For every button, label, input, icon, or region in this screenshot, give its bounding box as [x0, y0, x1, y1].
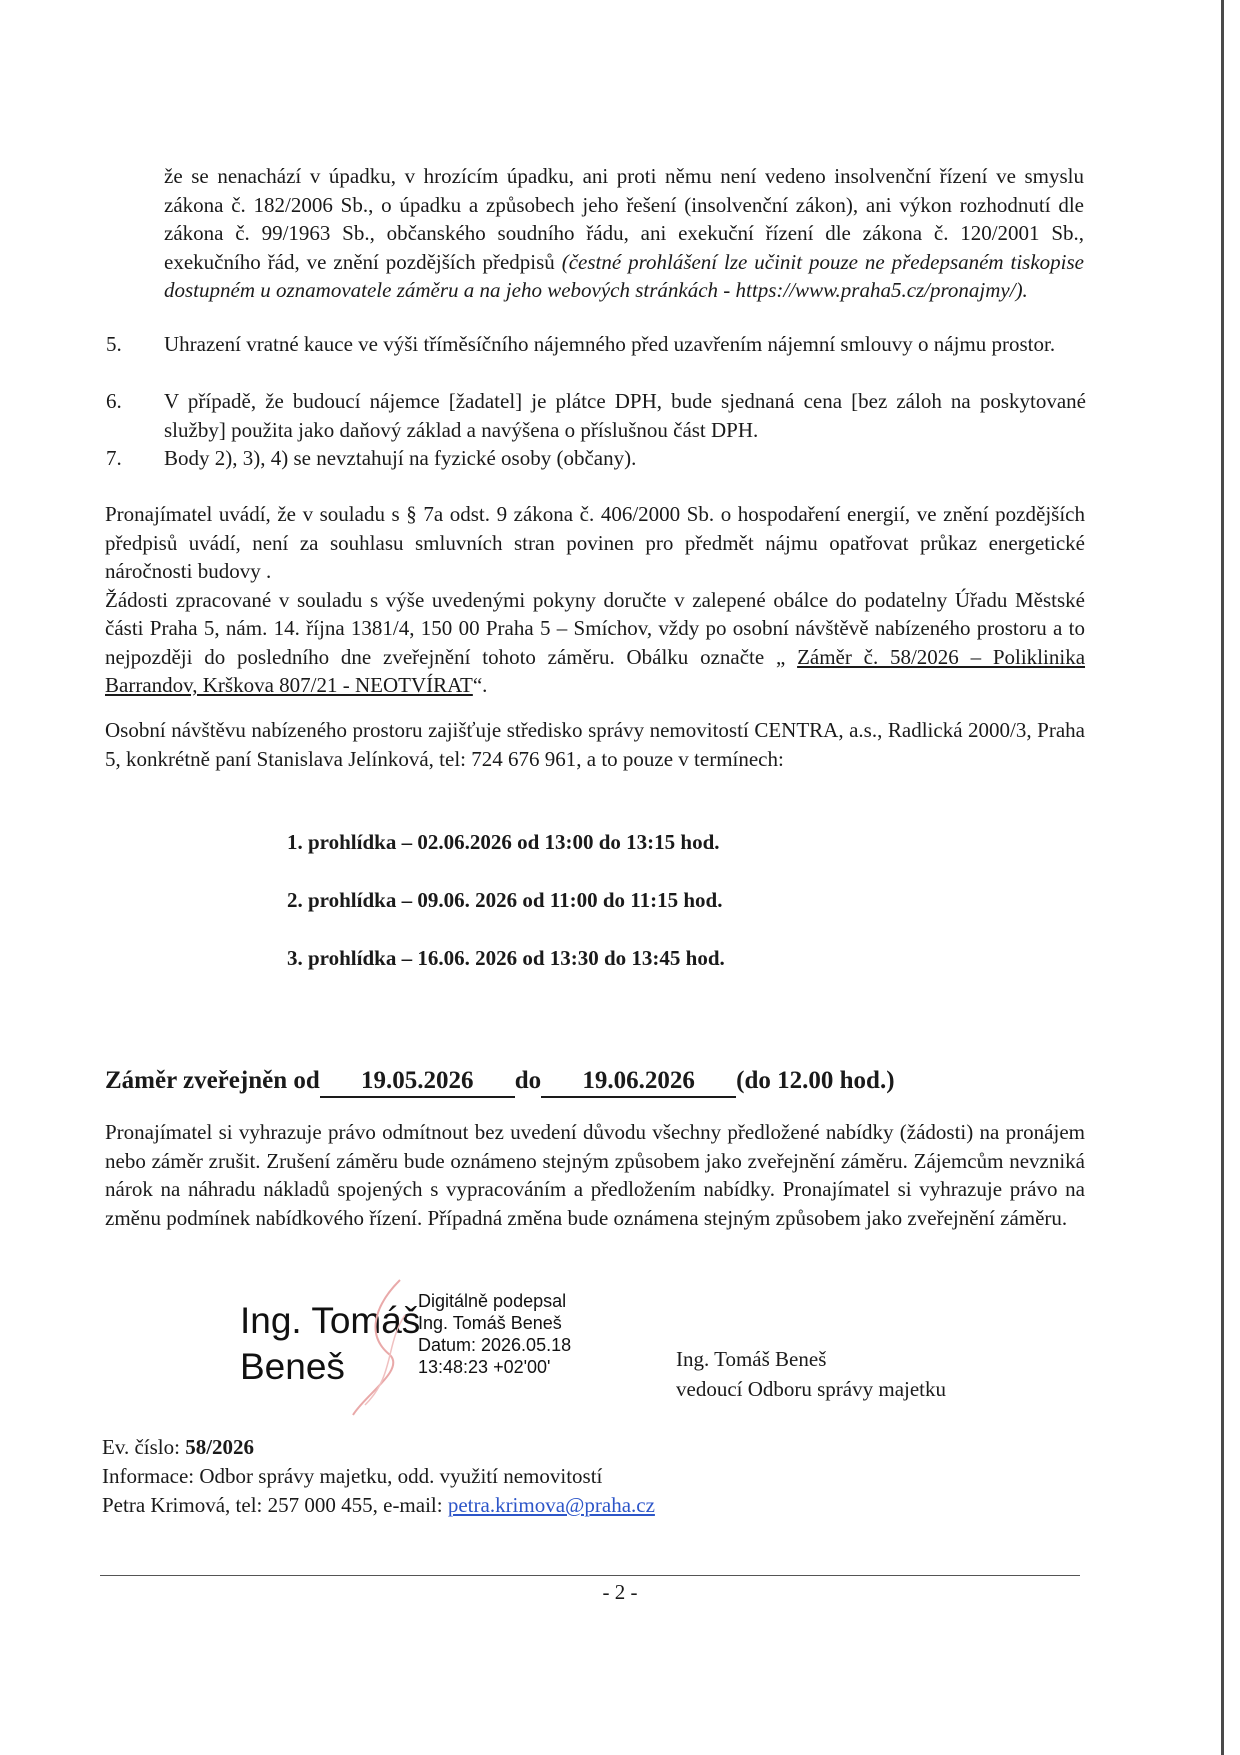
signer-block: Ing. Tomáš Beneš vedoucí Odboru správy majetku: [676, 1347, 947, 1401]
visit-paragraph: Osobní návštěvu nabízeného prostoru zajišťuje středisko správy nemovitostí CENTRA, a.s., Radlická 2000/3, Praha 5, konkrétně paní Stanislava Jelínková, tel: 724 676 961, a to pouze v termínech:: [105, 718, 1085, 771]
page-number: - 2 -: [602, 1580, 638, 1604]
list-item-7: 7. Body 2), 3), 4) se nevztahují na fyzické osoby (občany).: [106, 446, 637, 470]
continuation-paragraph: že se nenachází v úpadku, v hrozícím úpadku, ani proti němu není vedeno insolvenční řízení ve smyslu zákona č. 182/2006 Sb., o úpadku a způsobech jeho řešení (insolvenční zákon), ani výkon rozhodnutí dle zákona č. 99/1963 Sb., občanského soudního řádu, ani exekuční řízení dle zákona č. 120/2001 Sb., exekučního řád, ve znění pozdějších předpisů (čestné prohlášení lze učinit pouze ne předepsaném tiskopise dostupném u oznamovatele záměru a na jeho webových stránkách - https://www.praha5.cz/pronajmy/).: [164, 164, 1084, 302]
list-item-5: 5. Uhrazení vratné kauce ve výši tříměsíčního nájemného před uzavřením nájemní smlouvy o nájmu prostor.: [106, 332, 1056, 356]
signature-name: Ing. Tomáš Beneš: [240, 1300, 421, 1387]
date-to: 19.06.2026: [541, 1066, 736, 1098]
scan-edge: [1221, 0, 1224, 1755]
energy-paragraph: Pronajímatel uvádí, že v souladu s § 7a odst. 9 zákona č. 406/2000 Sb. o hospodaření energií, ve znění pozdějších předpisů uvádí, není za souhlasu smluvních stran povinen pro předmět nájmu opatřovat průkaz energetické náročnosti budovy . Žádosti zpracované v souladu s výše uvedenými pokyny doručte v zalepené obálce do podatelny Úřadu Městské části Praha 5, nám. 14. října 1381/4, 150 00 Praha 5 – Smíchov, vždy po osobní návštěvě nabízeného prostoru a to nejpozději do posledního dne zveřejnění tohoto záměru. Obálku označte „ Záměr č. 58/2026 – Poliklinika Barrandov, Krškova 807/21 - NEOTVÍRAT“.: [105, 502, 1086, 697]
footer-rule: [100, 1575, 1080, 1576]
envelope-label: Záměr č. 58/2026 – Poliklinika Barrandov, Krškova 807/21 - NEOTVÍRAT: [105, 644, 1086, 697]
signature-stamp: Digitálně podepsal Ing. Tomáš Beneš Datum: 2026.05.18 13:48:23 +02'00': [418, 1291, 572, 1377]
visit-1: 1. prohlídka – 02.06.2026 od 13:00 do 13:15 hod.: [287, 830, 720, 854]
footer-info: Ev. číslo: 58/2026 Informace: Odbor správy majetku, odd. využití nemovitostí Petra Krimová, tel: 257 000 455, e-mail: petra.krimova@praha.cz: [102, 1435, 655, 1517]
visit-3: 3. prohlídka – 16.06. 2026 od 13:30 do 13:45 hod.: [287, 946, 725, 970]
declaration-note: (čestné prohlášení lze učinit pouze ne předepsaném tiskopise dostupném u oznamovatele záměru a na jeho webových stránkách - https://www.praha5.cz/pronajmy/).: [164, 249, 1084, 302]
reservation-paragraph: Pronajímatel si vyhrazuje právo odmítnout bez uvedení důvodu všechny předložené nabídky (žádosti) na pronájem nebo záměr zrušit. Zrušení záměru bude oznámeno stejným způsobem jako zveřejnění záměru. Zájemcům nevzniká nárok na náhradu nákladů spojených s vypracováním a předložením nabídky. Pronajímatel si vyhrazuje právo na změnu podmínek nabídkového řízení. Případná změna bude oznámena stejným způsobem jako zveřejnění záměru.: [105, 1120, 1085, 1230]
visit-2: 2. prohlídka – 09.06. 2026 od 11:00 do 11:15 hod.: [287, 888, 723, 912]
email-link[interactable]: petra.krimova@praha.cz: [447, 1493, 655, 1517]
signature-scribble-icon: [345, 1275, 425, 1425]
publication-dates: Záměr zveřejněn od 19.05.2026 do 19.06.2026 (do 12.00 hod.): [105, 1066, 895, 1098]
list-item-6: 6. V případě, že budoucí nájemce [žadatel] je plátce DPH, bude sjednaná cena [bez záloh na poskytované služby] použita jako daňový základ a navýšena o příslušnou část DPH.: [106, 389, 1086, 442]
date-from: 19.05.2026: [320, 1066, 515, 1098]
